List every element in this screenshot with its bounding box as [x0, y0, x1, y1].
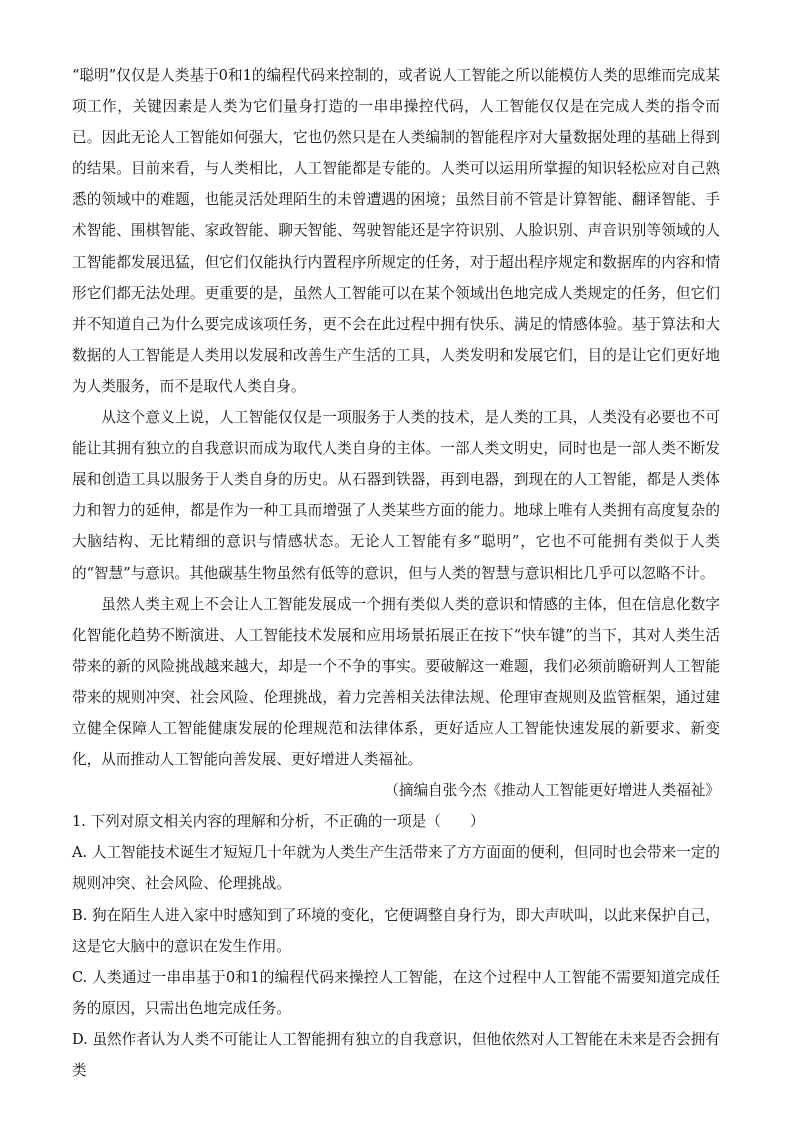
option-a: A. 人工智能技术诞生才短短几十年就为人类生产生活带来了方方面面的便利，但同时也会带来一定的规则冲突、社会风险、伦理挑战。	[72, 844, 720, 893]
paragraph-2: 从这个意义上说，人工智能仅仅是一项服务于人类的技术，是人类的工具，人类没有必要也不可能让其拥有独立的自我意识而成为取代人类自身的主体。一部人类文明史，同时也是一部人类不断发展和创造工具以服务于人类自身的历史。从石器到铁器，再到电器，到现在的人工智能，都是人类体力和智力的延伸，都是作为一种工具而增强了人类某些方面的能力。地球上唯有人类拥有高度复杂的大脑结构、无比精细的意识与情感状态。无论人工智能有多“聪明”，它也不可能拥有类似于人类的“智慧”与意识。其他碳基生物虽然有低等的意识，但与人类的智慧与意识相比几乎可以忽略不计。	[72, 409, 720, 582]
option-c: C. 人类通过一串串基于0和1的编程代码来操控人工智能，在这个过程中人工智能不需要知道完成任务的原因，只需出色地完成任务。	[72, 968, 720, 1017]
option-d: D. 虽然作者认为人类不可能让人工智能拥有独立的自我意识，但他依然对人工智能在未来是否会拥有类	[72, 1030, 720, 1079]
question-block	[72, 806, 720, 1086]
document-page	[72, 60, 720, 1086]
question-stem: 1. 下列对原文相关内容的理解和分析，不正确的一项是（ ）	[72, 813, 485, 831]
option-b: B. 狗在陌生人进入家中时感知到了环境的变化，它便调整自身行为，即大声吠叫，以此来保护自己，这是它大脑中的意识在发生作用。	[72, 906, 720, 955]
source-citation: （摘编自张今杰《推动人工智能更好增进人类福祉》	[384, 782, 720, 800]
paragraph-3: 虽然人类主观上不会让人工智能发展成一个拥有类似人类的意识和情感的主体，但在信息化数字化智能化趋势不断演进、人工智能技术发展和应用场景拓展正在按下“快车键”的当下，其对人类生活带来的新的风险挑战越来越大，却是一个不争的事实。要破解这一难题，我们必须前瞻研判人工智能带来的规则冲突、社会风险、伦理挑战，着力完善相关法律法规、伦理审查规则及监管框架，通过建立健全保障人工智能健康发展的伦理规范和法律体系，更好适应人工智能快速发展的新要求、新变化，从而推动人工智能向善发展、更好增进人类福祉。	[72, 595, 720, 769]
paragraph-1: “聪明”仅仅是人类基于0和1的编程代码来控制的，或者说人工智能之所以能模仿人类的思维而完成某项工作，关键因素是人类为它们量身打造的一串串操控代码，人工智能仅仅是在完成人类的指令而已。因此无论人工智能如何强大，它也仍然只是在人类编制的智能程序对大量数据处理的基础上得到的结果。目前来看，与人类相比，人工智能都是专能的。人类可以运用所掌握的知识轻松应对自己熟悉的领域中的难题，也能灵活处理陌生的未曾遭遇的困境；虽然目前不管是计算智能、翻译智能、手术智能、围棋智能、家政智能、聊天智能、驾驶智能还是字符识别、人脸识别、声音识别等领域的人工智能都发展迅猛，但它们仅能执行内置程序所规定的任务，对于超出程序规定和数据库的内容和情形它们都无法处理。更重要的是，虽然人工智能可以在某个领域出色地完成人类规定的任务，但它们并不知道自己为什么要完成该项任务，更不会在此过程中拥有快乐、满足的情感体验。基于算法和大数据的人工智能是人类用以发展和改善生产生活的工具，人类发明和发展它们，目的是让它们更好地为人类服务，而不是取代人类自身。	[72, 67, 720, 395]
